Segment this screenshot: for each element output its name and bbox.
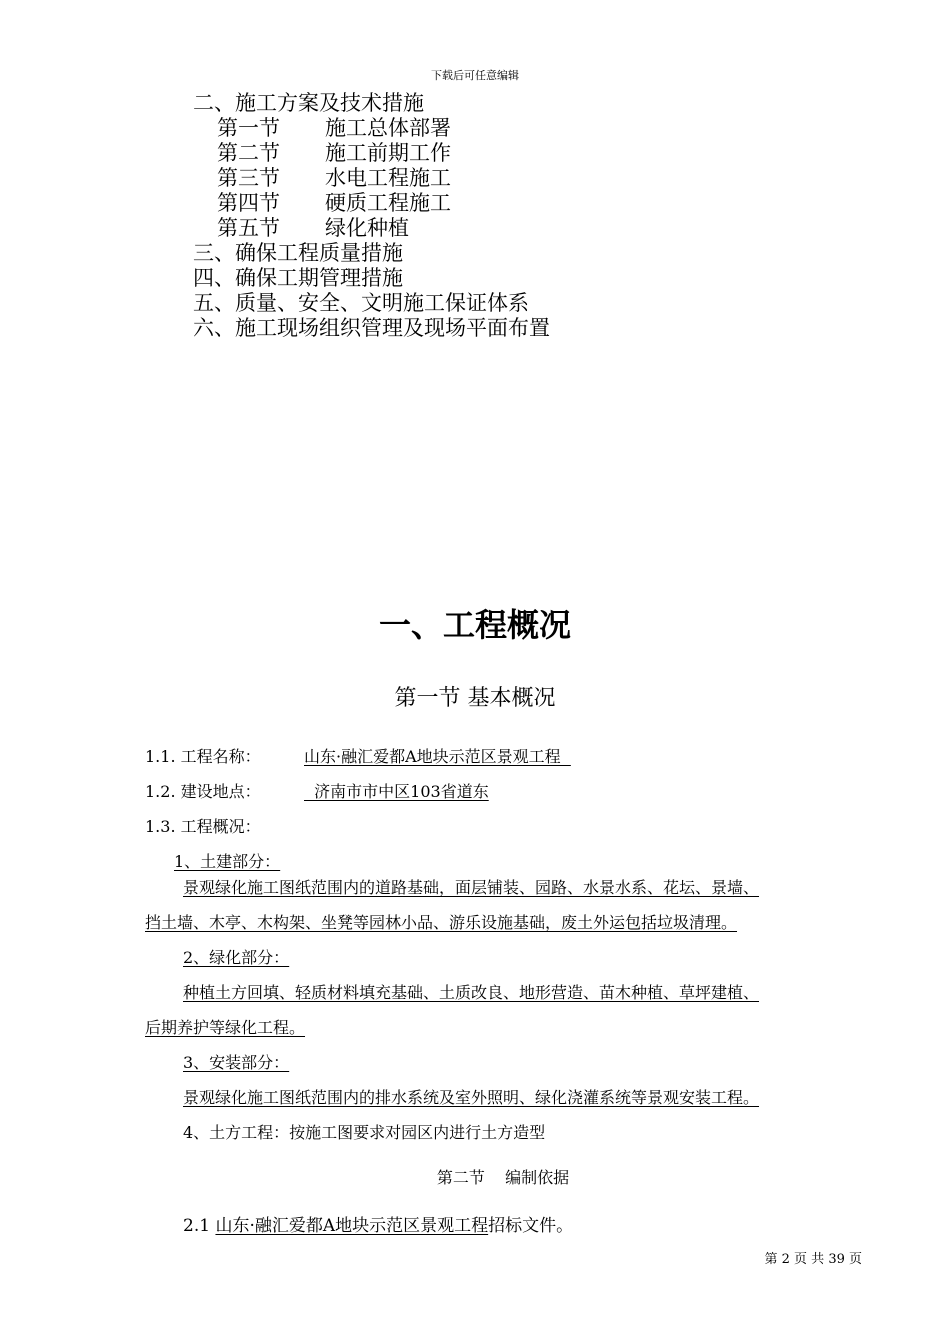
- green-text-line: 种植土方回填、轻质材料填充基础、土质改良、地形营造、苗木种植、草坪建植、: [183, 983, 760, 1002]
- project-site-row: [145, 779, 489, 802]
- basis-item: [183, 1211, 573, 1236]
- basis-prefix: 2.1: [183, 1216, 216, 1236]
- project-name-label: 1.1. 工程名称：: [145, 747, 261, 766]
- civil-text-line: 挡土墙、木亭、木构架、坐凳等园林小品、游乐设施基础，废土外运包括垃圾清理。: [145, 913, 738, 932]
- chapter-title: 一、工程概况: [378, 606, 571, 644]
- page-header: 下载后可任意编辑: [431, 69, 519, 82]
- toc-sub-number: 第三节: [217, 166, 280, 190]
- install-heading: 3、安装部分：: [183, 1053, 290, 1072]
- green-heading: 2、绿化部分：: [183, 948, 290, 967]
- toc-item-4: 四、确保工期管理措施: [193, 266, 403, 290]
- toc-sub-number: 第四节: [217, 191, 280, 215]
- toc-sub-number: 第二节: [217, 141, 280, 165]
- toc-sub-title: 施工前期工作: [325, 141, 451, 165]
- section-title: 第二节 编制依据: [436, 1168, 570, 1187]
- basis-project-name: 山东·融汇爱都A地块示范区景观工程: [215, 1216, 489, 1236]
- green-text-line: 后期养护等绿化工程。: [145, 1018, 306, 1037]
- project-site-label: 1.2. 建设地点：: [145, 782, 261, 801]
- project-name-row: [145, 744, 571, 767]
- toc-sub-title: 硬质工程施工: [325, 191, 451, 215]
- project-overview-label: 1.3. 工程概况：: [145, 817, 261, 836]
- civil-heading: 1、土建部分：: [174, 852, 281, 871]
- section-title: 第一节 基本概况: [394, 686, 556, 711]
- toc-sub-number: 第一节: [217, 116, 280, 140]
- toc-item-6: 六、施工现场组织管理及现场平面布置: [193, 316, 550, 340]
- civil-text-line: 景观绿化施工图纸范围内的道路基础，面层铺装、园路、水景水系、花坛、景墙、: [183, 878, 760, 897]
- toc-sub-number: 第五节: [217, 216, 280, 240]
- toc-item-5: 五、质量、安全、文明施工保证体系: [193, 291, 529, 315]
- toc-sub-title: 水电工程施工: [325, 166, 451, 190]
- toc-item-3: 三、确保工程质量措施: [193, 241, 403, 265]
- basis-suffix: 招标文件。: [488, 1216, 574, 1236]
- install-text-line: 景观绿化施工图纸范围内的排水系统及室外照明、绿化浇灌系统等景观安装工程。: [183, 1088, 760, 1107]
- toc-item-2: 二、施工方案及技术措施: [193, 91, 424, 115]
- earthwork-text: 4、土方工程：按施工图要求对园区内进行土方造型: [183, 1123, 546, 1142]
- project-site-value: 济南市市中区103省道东: [304, 782, 489, 801]
- project-name-value: 山东·融汇爱都A地块示范区景观工程: [304, 747, 571, 766]
- toc-sub-title: 施工总体部署: [325, 116, 451, 140]
- toc-sub-title: 绿化种植: [325, 216, 409, 240]
- page-number: 第 2 页 共 39 页: [764, 1252, 862, 1267]
